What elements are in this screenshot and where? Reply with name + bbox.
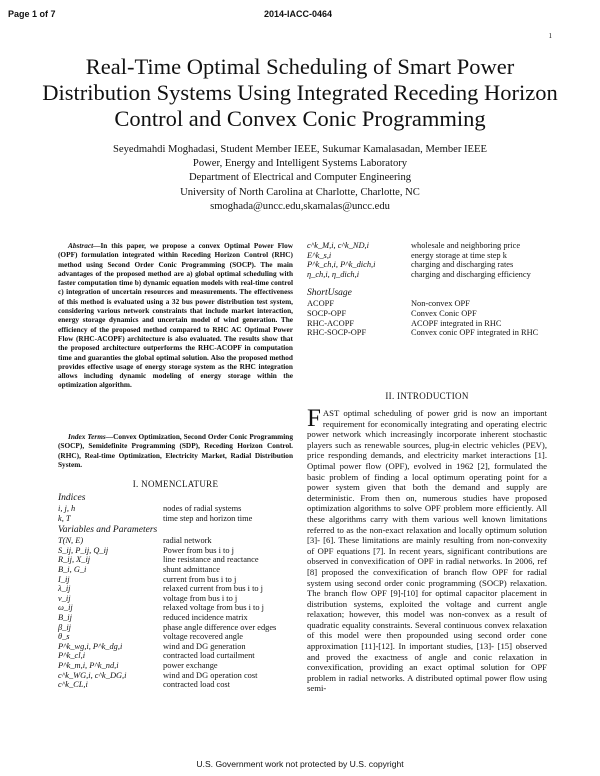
variable-description: charging and discharging efficiency: [411, 269, 531, 279]
variable-description: relaxed voltage from bus i to j: [163, 603, 264, 613]
nomenclature-row: [307, 319, 547, 329]
nomenclature-row: [58, 661, 293, 671]
nomenclature-heading: I. NOMENCLATURE: [132, 479, 219, 489]
nomenclature-row: [58, 671, 293, 681]
author-block: [40, 143, 560, 214]
variable-symbol: P^k_m,i, P^k_nd,i: [58, 660, 119, 670]
variable-symbol: β_ij: [58, 622, 72, 632]
variable-description: radial network: [163, 536, 212, 546]
variable-description: current from bus i to j: [163, 574, 237, 584]
nomenclature-row: [58, 594, 293, 604]
pdf-document-id: 2014-IACC-0464: [264, 9, 333, 19]
index-description: nodes of radial systems: [163, 504, 242, 513]
nomenclature-row: [58, 555, 293, 565]
page-number: 1: [548, 32, 552, 40]
variable-symbol: B_ij: [58, 612, 72, 622]
short-usage-list: [307, 299, 547, 337]
nomenclature-row: [58, 584, 293, 594]
nomenclature-row: [307, 328, 547, 338]
variable-description: wholesale and neighboring price: [411, 241, 521, 250]
nomenclature-continued: [307, 241, 547, 338]
variable-description: charging and discharging rates: [411, 260, 514, 270]
author-emails: smoghada@uncc.edu,skamalas@uncc.edu: [210, 200, 390, 212]
abbreviation: ACOPF: [307, 299, 334, 309]
variable-symbol: λ_ij: [58, 584, 71, 594]
nomenclature-row: [307, 299, 547, 309]
variable-symbol: θ_s: [58, 632, 70, 642]
variable-symbol: P^k_cl,i: [58, 651, 86, 661]
introduction-heading: II. INTRODUCTION: [385, 391, 469, 401]
abstract: [58, 241, 293, 390]
variable-description: Power from bus i to j: [163, 545, 234, 555]
nomenclature-row: [58, 651, 293, 661]
variable-symbol: P^k_ch,i, P^k_dich,i: [307, 260, 376, 270]
paper-title: Real-Time Optimal Scheduling of Smart Power Distribution Systems Using Integrated Receding Horizon Control and Convex Conic Programming: [42, 54, 558, 131]
index-terms-lead: Index Terms: [68, 432, 106, 441]
indices-label: Indices: [58, 493, 86, 503]
index-terms: [58, 432, 293, 469]
variable-symbol: B_i, G_i: [58, 564, 87, 574]
variable-description: voltage recovered angle: [163, 632, 243, 642]
variable-description: energy storage at time step k: [411, 250, 507, 260]
variable-symbol: S_ij, P_ij, Q_ij: [58, 545, 109, 555]
nomenclature-row: [58, 642, 293, 652]
variable-symbol: v_ij: [58, 593, 71, 603]
variable-description: wind and DG generation: [163, 641, 246, 651]
nomenclature-row: [58, 514, 293, 524]
variable-symbol: E^k_s,i: [307, 250, 332, 260]
variable-description: phase angle difference over edges: [163, 622, 277, 632]
abbreviation: RHC-SOCP-OPF: [307, 328, 367, 338]
variable-description: contracted load cost: [163, 680, 230, 690]
variable-description: relaxed current from bus i to j: [163, 584, 264, 594]
variables-list: [58, 536, 293, 690]
variable-symbol: ω_ij: [58, 603, 73, 613]
nomenclature-row: [58, 575, 293, 585]
variable-symbol: c^k_M,i, c^k_ND,i: [307, 241, 369, 250]
authors: Seyedmahdi Moghadasi, Student Member IEEE, Sukumar Kamalasadan, Member IEEE: [113, 144, 487, 155]
nomenclature-row: [58, 536, 293, 546]
index-description: time step and horizon time: [163, 513, 253, 523]
variable-symbol: c^k_CL,i: [58, 680, 88, 690]
university: University of North Carolina at Charlotte, Charlotte, NC: [180, 186, 420, 198]
abstract-text: —In this paper, we propose a convex Optimal Power Flow (OPF) formulation integrated within Receding Horizon Control (RHC) method using Second Order Conic Programming (SOCP). The main advantages of the proposed method are a) global optimal scheduling with faster computation time b) dynamic equation models with real-time control c) integration of uncertain resources and measurements. The effectiveness of this method is evaluated using a 32 bus power distribution test system, considering various network constraints that include market interaction, energy storage dynamics and uncertain model of wind generation. The efficiency of the proposed method compared to RHC AC Optimal Power Flow (RHC-ACOPF) architecture is also evaluated. The results show that the proposed architecture outperforms the RHC-ACOPF in computation time and guaranties the global optimal solution. Also the proposed method provides effective usage of energy storage system as the RHC integration allows including dynamic modeling of energy storage within the optimization algorithm.: [58, 241, 293, 390]
variable-description: reduced incidence matrix: [163, 612, 248, 622]
variable-description: line resistance and reactance: [163, 555, 259, 565]
variable-symbol: I_ij: [58, 574, 70, 584]
nomenclature-cont-list: [307, 241, 547, 279]
abbreviation-meaning: Convex conic OPF integrated in RHC: [411, 328, 539, 338]
copyright-footer: U.S. Government work not protected by U.S. copyright: [196, 759, 404, 769]
abbreviation: SOCP-OPF: [307, 308, 347, 318]
nomenclature-row: [58, 623, 293, 633]
nomenclature-row: [58, 504, 293, 514]
nomenclature-row: [307, 309, 547, 319]
nomenclature-row: [307, 260, 547, 270]
dropcap: F: [307, 405, 321, 432]
index-terms-text: —Convex Optimization, Second Order Conic Programming (SOCP), Semidefinite Programming (SDP), Receding Horizon Control. (RHC), Real-time Optimization, Electricity Market, Radial Distribution System.: [58, 432, 293, 469]
nomenclature-row: [307, 241, 547, 251]
variable-symbol: η_ch,i, η_dich,i: [307, 269, 360, 279]
variable-symbol: c^k_WG,i, c^k_DG,i: [58, 670, 127, 680]
short-usage-label: ShortUsage: [307, 288, 352, 299]
index-symbol: i, j, h: [58, 504, 76, 513]
variable-description: voltage from bus i to j: [163, 593, 238, 603]
lab-affiliation: Power, Energy and Intelligent Systems Laboratory: [192, 158, 408, 170]
department: Department of Electrical and Computer Engineering: [188, 172, 412, 184]
abbreviation-meaning: ACOPF integrated in RHC: [411, 318, 502, 328]
nomenclature-row: [58, 613, 293, 623]
variable-symbol: R_ij, X_ij: [58, 555, 91, 565]
abbreviation-meaning: Convex Conic OPF: [411, 308, 477, 318]
pdf-page-indicator: Page 1 of 7: [8, 9, 56, 19]
nomenclature-block: [58, 493, 293, 690]
introduction-body: [307, 405, 547, 694]
nomenclature-row: [58, 546, 293, 556]
abbreviation-meaning: Non-convex OPF: [411, 299, 470, 309]
abbreviation: RHC-ACOPF: [307, 318, 355, 328]
index-symbol: k, T: [58, 513, 71, 523]
variables-label: Variables and Parameters: [58, 525, 158, 536]
nomenclature-row: [307, 270, 547, 280]
indices-list: [58, 504, 293, 523]
variable-description: shunt admittance: [163, 564, 220, 574]
variable-description: wind and DG operation cost: [163, 670, 258, 680]
variable-description: contracted load curtailment: [163, 651, 255, 661]
abstract-lead: Abstract: [68, 241, 94, 250]
nomenclature-row: [58, 565, 293, 575]
nomenclature-row: [307, 251, 547, 261]
variable-description: power exchange: [163, 660, 218, 670]
variable-symbol: T(N, E): [58, 536, 84, 546]
variable-symbol: P^k_wg,i, P^k_dg,i: [58, 641, 123, 651]
nomenclature-row: [58, 603, 293, 613]
nomenclature-row: [58, 680, 293, 690]
introduction-text: AST optimal scheduling of power grid is now an important requirement for economically integrating and operating electric power network which increasingly incorporate inherent stochastic players such as renewable sources, plug-in electric vehicles (PEV), price responding demands, and electricity market interactions [1]. Optimal power flow (OPF), evolved in 1962 [2], formulated the basic problem of finding a local optimum operating point for a power system given that both the demand and supply are deterministic. From then on, numerous studies have proposed optimization algorithms to solve OPF problem more efficiently. All these algorithms carry with them various well known limitations referred to as the non-exact relaxation and locally optimum solution [3]- [6]. These limitations are mainly resulting from non-convexity of OPF equations [7]. In recent years, significant contributions are observed in convexification of OPF in radial networks. In 2006, ref [8] proposed the convexification of branch flow OPF for radial system using second order conic programming (SOCP) relaxation. The branch flow OPF [9]-[10] for optimal capacitor placement in distribution systems, exploited the voltage and current angle relaxation; however, this model was non-convex as a result of quadratic equality constraints. Several continuous convex relaxation of this model were then propounded using second order cone approximation [11]-[12]. In important studies, [13]- [15] observed and proved the exactness of angle and conic relaxation in convexification, providing an exact optimal solution for OPF problem in radial networks. A distributed optimal power flow using semi-: [307, 408, 547, 694]
nomenclature-row: [58, 632, 293, 642]
